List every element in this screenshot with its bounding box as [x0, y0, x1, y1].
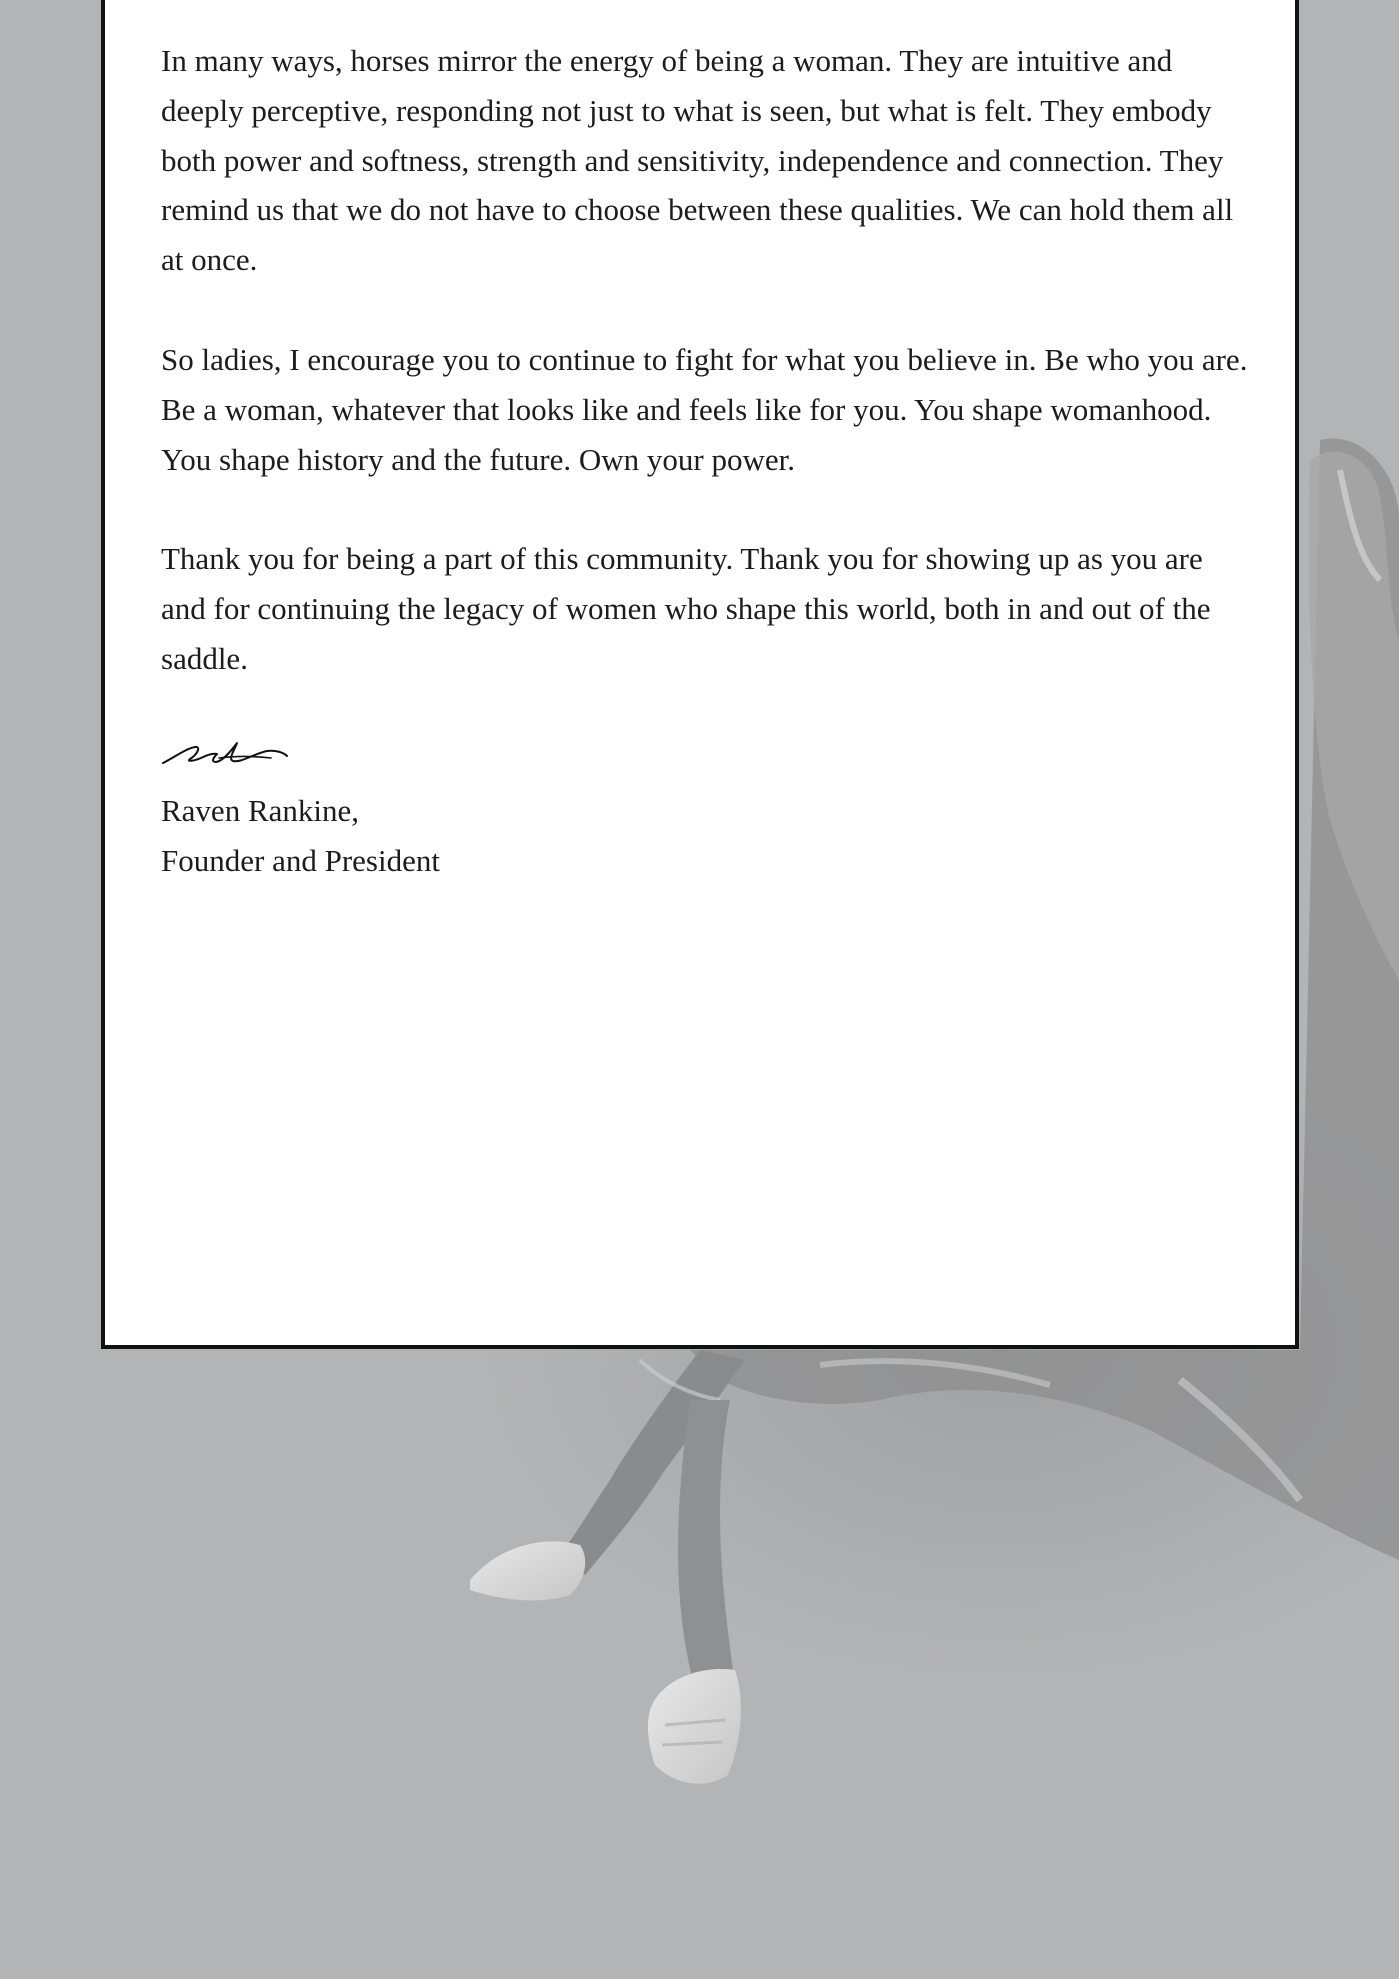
letter-card: [101, 0, 1299, 1349]
letter-paragraph: So ladies, I encourage you to continue to fight for what you believe in. Be who you are. Be a woman, whatever that looks like and feels like for you. You shape womanhood. You shape history and the future. Own your power.: [161, 341, 1248, 477]
letter-body: [161, 36, 1251, 886]
signature-icon: [161, 734, 291, 774]
letter-paragraph: Thank you for being a part of this community. Thank you for showing up as you are and for continuing the legacy of women who shape this world, both in and out of the saddle.: [161, 541, 1211, 676]
signer-name: Raven Rankine,: [161, 792, 360, 828]
letter-paragraph: In many ways, horses mirror the energy of being a woman. They are intuitive and deeply perceptive, responding not just to what is seen, but what is felt. They embody both power and softness, strength and sensitivity, independence and connection. They remind us that we do not have to choose between these qualities. We can hold them all at once.: [161, 43, 1234, 278]
signoff: [161, 786, 1251, 886]
signer-title: Founder and President: [161, 842, 440, 878]
